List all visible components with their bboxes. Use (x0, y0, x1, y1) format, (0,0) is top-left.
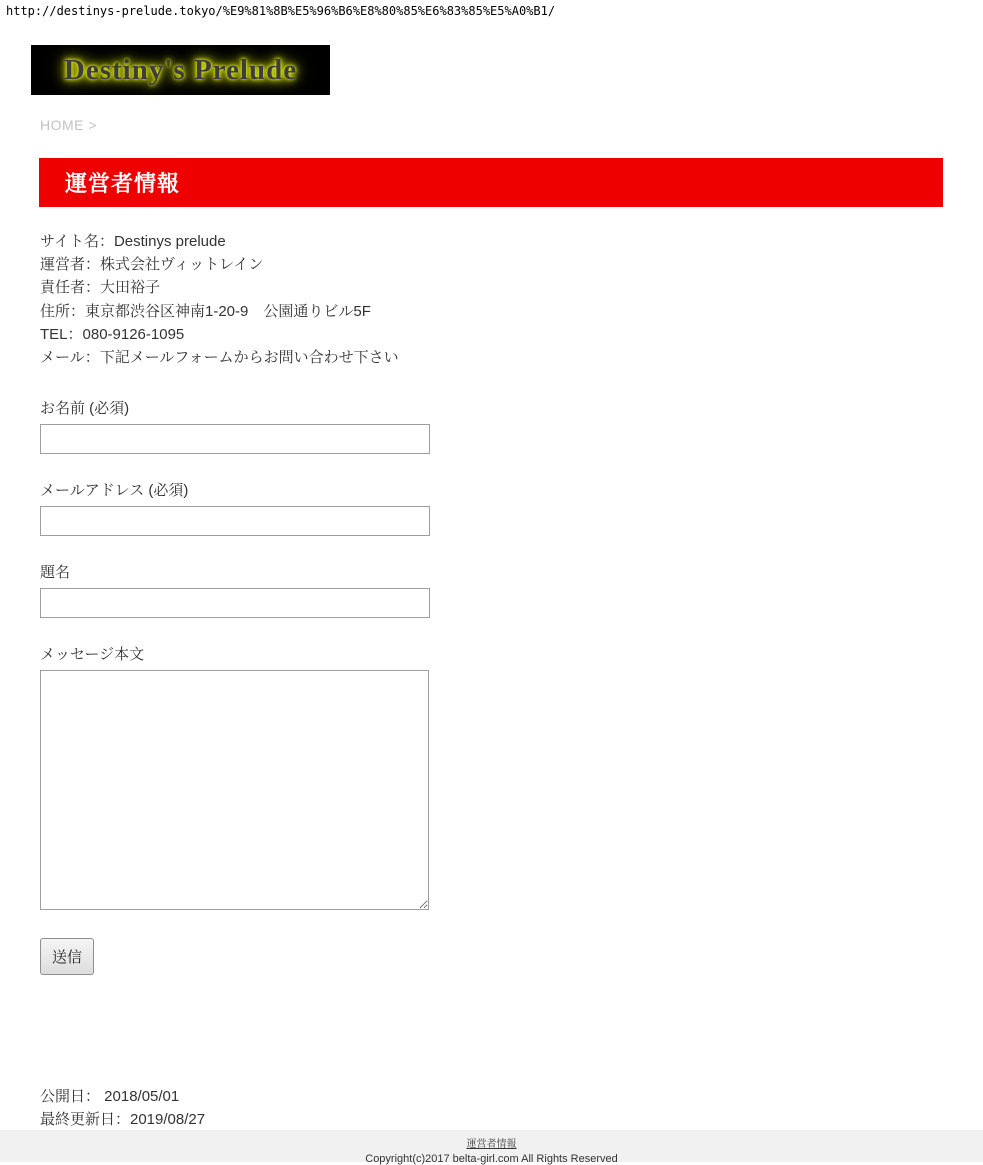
email-input[interactable] (40, 506, 430, 536)
info-line-tel: TEL：080-9126-1095 (40, 325, 185, 343)
page-title-banner (39, 158, 943, 207)
name-input[interactable] (40, 424, 430, 454)
page-title: 運営者情報 (65, 171, 181, 196)
info-line-responsible: 責任者：大田裕子 (40, 279, 161, 297)
info-line-site-name: サイト名：Destinys prelude (40, 233, 226, 250)
submit-button[interactable]: 送信 (40, 938, 94, 975)
footer-operator-info-link[interactable]: 運営者情報 (466, 1139, 517, 1150)
message-label: メッセージ本文 (40, 646, 145, 664)
breadcrumb (40, 117, 983, 133)
site-logo-text: Destiny's Prelude (63, 53, 298, 86)
site-logo[interactable] (31, 45, 330, 95)
updated-date: 最終更新日：2019/08/27 (40, 1111, 206, 1129)
message-textarea[interactable] (40, 670, 429, 910)
info-line-address: 住所：東京都渋谷区神南1-20-9 公園通りビル5F (40, 302, 371, 320)
subject-label: 題名 (40, 564, 71, 582)
breadcrumb-home-link[interactable]: HOME (40, 117, 84, 133)
footer-copyright: Copyright(c)2017 belta-girl.com All Rights Reserved (365, 1153, 618, 1165)
name-label: お名前 (必須) (40, 400, 130, 418)
info-line-mail: メール：下記メールフォームからお問い合わせ下さい (40, 349, 399, 367)
breadcrumb-separator: > (88, 117, 98, 133)
published-date: 公開日： 2018/05/01 (40, 1088, 180, 1106)
email-label: メールアドレス (必須) (40, 482, 189, 500)
operator-info-block (40, 230, 983, 369)
subject-input[interactable] (40, 588, 430, 618)
info-line-operator: 運営者：株式会社ヴィットレイン (40, 256, 264, 274)
page-url-text: http://destinys-prelude.tokyo/%E9%81%8B%E5%96%B6%E8%80%85%E6%83%85%E5%A0%B1/ (6, 4, 556, 18)
page-dates (40, 1085, 983, 1131)
site-footer (0, 1130, 983, 1165)
contact-form (40, 397, 983, 975)
